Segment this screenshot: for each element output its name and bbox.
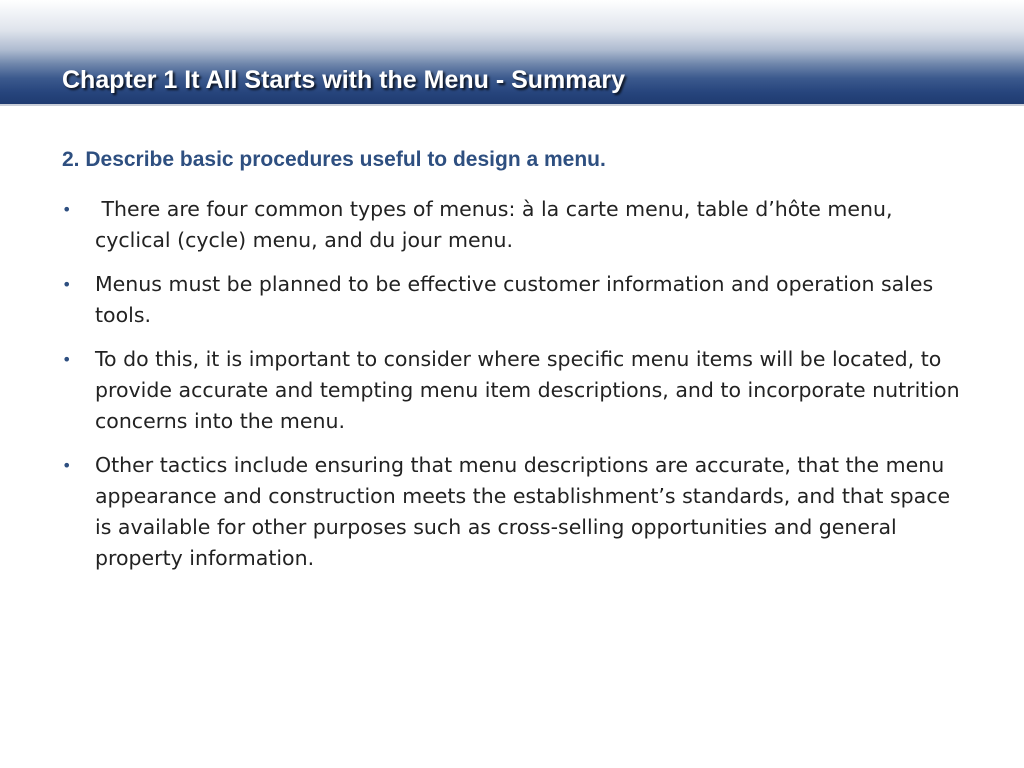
bullet-list: [62, 194, 967, 587]
bullet-text: Other tactics include ensuring that menu descriptions are accurate, that the menu appearance and construction meets the establishment’s standards, and that space is available for other purposes such as cross-selling opportunities and general property information.: [95, 453, 951, 570]
slide-title: Chapter 1 It All Starts with the Menu - Summary: [62, 66, 626, 94]
bullet-icon: •: [62, 275, 72, 294]
bullet-icon: •: [62, 200, 72, 219]
bullet-text: There are four common types of menus: à la carte menu, table d’hôte menu, cyclical (cycle) menu, and du jour menu.: [95, 197, 900, 252]
section-subheading: 2. Describe basic procedures useful to design a menu.: [62, 148, 606, 171]
bullet-item: [62, 450, 967, 574]
bullet-text: To do this, it is important to consider where specific menu items will be located, to provide accurate and tempting menu item descriptions, and to incorporate nutrition concerns into the menu.: [95, 347, 960, 433]
bullet-item: [62, 344, 967, 437]
bullet-text: Menus must be planned to be effective customer information and operation sales tools.: [95, 272, 934, 327]
bullet-icon: •: [62, 350, 72, 369]
bullet-icon: •: [62, 456, 72, 475]
bullet-item: [62, 194, 967, 256]
bullet-item: [62, 269, 967, 331]
header-divider: [0, 104, 1024, 106]
